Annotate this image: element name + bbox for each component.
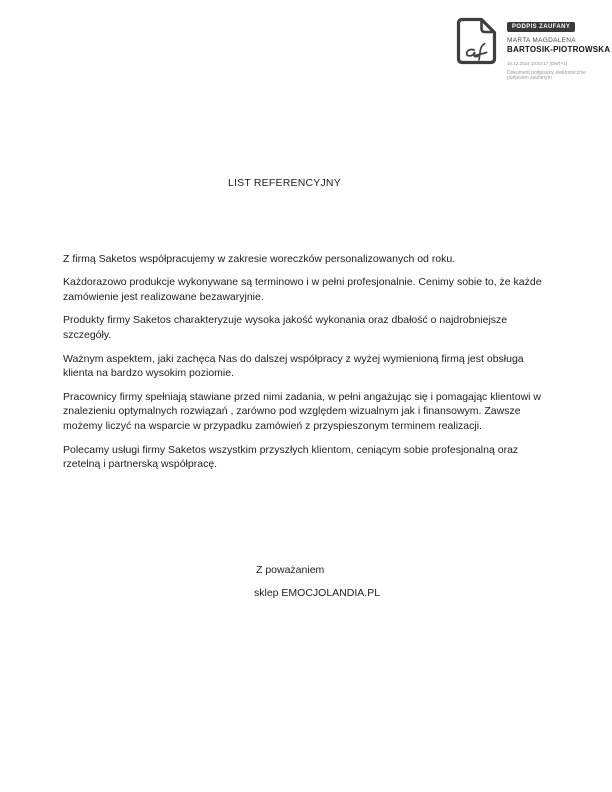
- closing-salutation: Z poważaniem: [256, 563, 325, 576]
- closing-signer: sklep EMOCJOLANDIA.PL: [254, 587, 381, 600]
- letter-paragraph-3: Produkty firmy Saketos charakteryzuje wysoka jakość wykonania oraz dbałość o najdrobniejsze szczegóły.: [63, 314, 508, 341]
- podpis-zaufany-badge: PODPIS ZAUFANY: [507, 22, 575, 33]
- letter-paragraph-4: Ważnym aspektem, jaki zachęca Nas do dalszej współpracy z wyżej wymienioną firmą jest obsługa klienta na bardzo wysokim poziomie.: [63, 352, 524, 380]
- signer-first-names: MARTA MAGDALENA: [507, 37, 576, 44]
- reference-letter: [63, 0, 550, 601]
- letter-paragraph-5: Pracownicy firmy spełniają stawiane przed nimi zadania, w pełni angażując się i pomagając klientowi w znalezieniu optymalnych rozwiązań , zarówno pod względem wizualnym jak i finansowym. Zawsze możemy liczyć na wsparcie w przypadku zamówień z przyspieszonym terminem realizacji.: [63, 390, 541, 432]
- signature-description-line1: Dokument podpisany elektronicznie: [507, 69, 586, 75]
- letter-paragraph-2: Każdorazowo produkcje wykonywane są terminowo i w pełni profesjonalnie. Cenimy sobie to, że każde zamówienie jest realizowane bezawaryjnie.: [63, 276, 542, 303]
- letter-paragraph-1: Z firmą Saketos współpracujemy w zakresie woreczków personalizowanych od roku.: [63, 252, 456, 265]
- letter-paragraph-6: Polecamy usługi firmy Saketos wszystkim przyszłych klientom, ceniącym sobie profesjonalną oraz rzetelną i partnerską współpracę.: [63, 443, 519, 471]
- signer-last-name: BARTOSIK-PIOTROWSKA: [507, 45, 611, 54]
- signature-timestamp: 10.12.2024 10:52:17 [GMT+1]: [507, 61, 568, 66]
- signature-description-line2: podpisem zaufanym: [507, 75, 552, 81]
- letter-title: LIST REFERENCYJNY: [228, 177, 341, 189]
